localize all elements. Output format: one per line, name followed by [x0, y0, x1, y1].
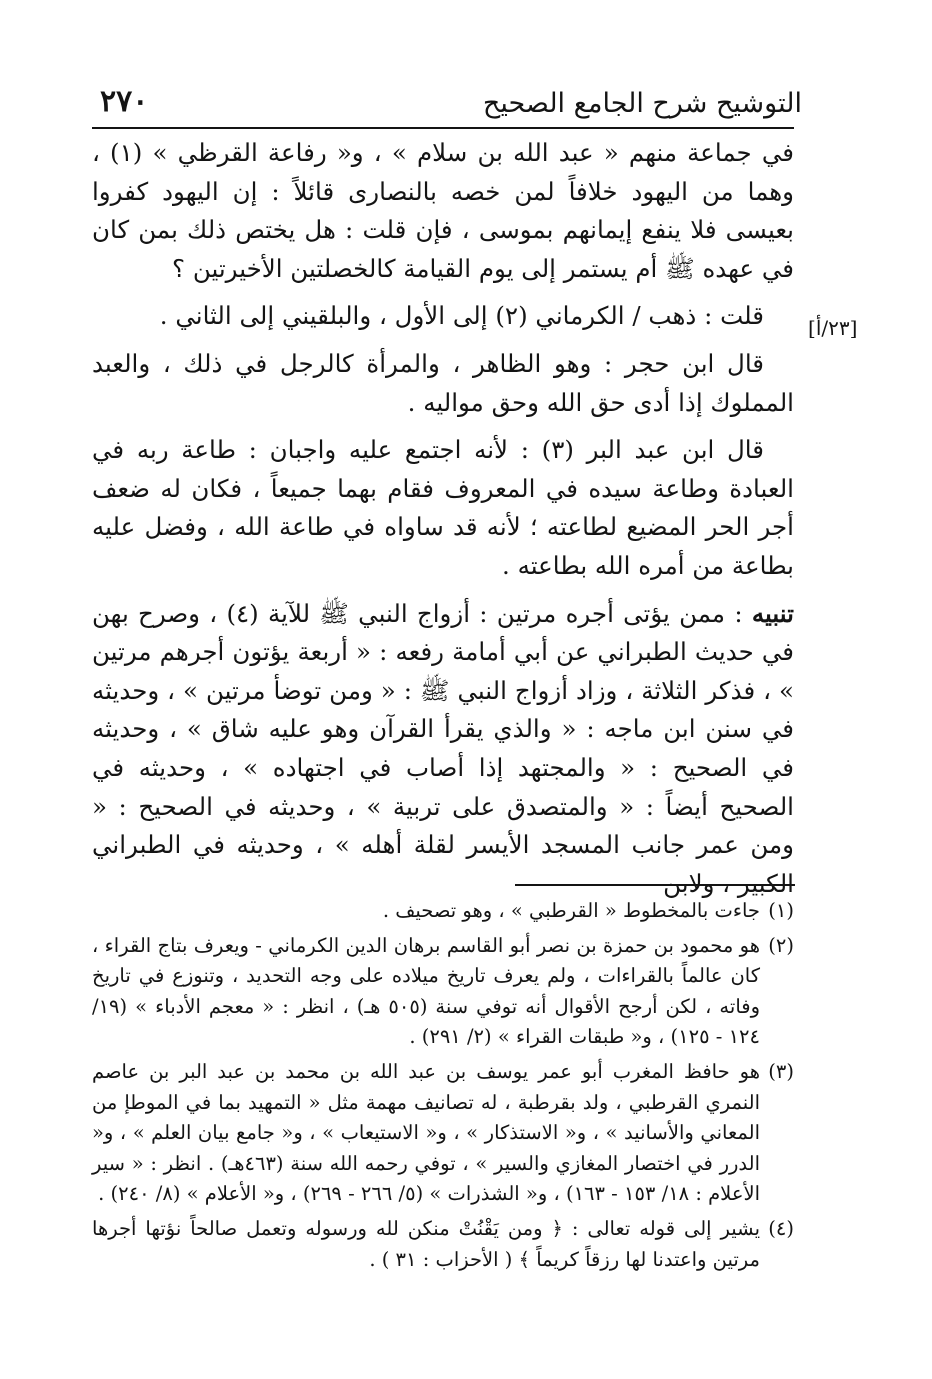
- paragraph-text: : ممن يؤتى أجره مرتين : أزواج النبي ﷺ للآية (٤) ، وصرح بهن في حديث الطبراني عن أبي أمامة رفعه : « أربعة يؤتون أجرهم مرتين » ، فذكر الثلاثة ، وزاد أزواج النبي ﷺ : « ومن توضأ مرتين » ، وحديثه في سنن ابن ماجه : « والذي يقرأ القرآن وهو عليه شاق » ، وحديثه في الصحيح : « والمجتهد إذا أصاب في اجتهاده » ، وحديثه في الصحيح أيضاً : « والمتصدق على تربية » ، وحديثه في الصحيح : « ومن عمر جانب المسجد الأيسر لقلة أهله » ، وحديثه في الطبراني الكبير ، ولابن: [92, 598, 794, 898]
- footnotes: [92, 896, 794, 1279]
- paragraph-text: في جماعة منهم « عبد الله بن سلام » ، و« رفاعة القرظي » (١) ، وهما من اليهود خلافاً لمن خصه بالنصارى قائلاً : إن اليهود كفروا بعيسى فلا ينفع إيمانهم بموسى ، فإن قلت : هل يختص ذلك بمن كان في عهده ﷺ أم يستمر إلى يوم القيامة كالخصلتين الأخيرتين ؟: [92, 138, 794, 283]
- main-text: [92, 134, 794, 912]
- paragraph-text: قال ابن حجر : وهو الظاهر ، والمرأة كالرجل في ذلك ، والعبد المملوك إذا أدى حق الله وحق مواليه .: [92, 348, 794, 417]
- paragraph: [92, 431, 794, 585]
- footnote-text: هو حافظ المغرب أبو عمر يوسف بن عبد الله بن محمد بن عبد البر بن عاصم النمري القرطبي ، ولد بقرطبة ، له تصانيف مهمة مثل « التمهيد بما في الموطإ من المعاني والأسانيد » ، و« الاستذكار » ، و« الاستيعاب » ، و« جامع بيان العلم » ، و« الدرر في اختصار المغازي والسير » ، توفي رحمه الله سنة (٤٦٣هـ) . انظر : « سير الأعلام : ١٨/ ١٥٣ - ١٦٣) ، و« الشذرات » (٥/ ٢٦٦ - ٢٦٩) ، و« الأعلام » (٨/ ٢٤٠) .: [92, 1059, 760, 1206]
- page-number: ٢٧٠: [100, 84, 149, 119]
- margin-note: [٢٣/أ]: [808, 316, 858, 340]
- footnote: [92, 896, 794, 927]
- paragraph-text: قال ابن عبد البر (٣) : لأنه اجتمع عليه واجبان : طاعة ربه في العبادة وطاعة سيده في المعروف فقام بهما جميعاً ، فكان له ضعف أجر الحر المضيع لطاعته ؛ لأنه قد ساواه في طاعة الله ، وفضل عليه بطاعة من أمره الله بطاعته .: [92, 435, 794, 580]
- page-header: [92, 80, 802, 128]
- paragraph: [92, 595, 794, 904]
- paragraph: [92, 297, 794, 336]
- header-rule: [92, 127, 794, 129]
- footnote: [92, 1214, 794, 1275]
- footnote-rule: [515, 884, 795, 886]
- footnote-text: هو محمود بن حمزة بن نصر أبو القاسم برهان الدين الكرماني - ويعرف بتاج القراء ، كان عالماً بالقراءات ، ولم يعرف تاريخ ميلاده على وجه التحديد ، وتنوزع في تاريخ وفاته ، لكن أرجح الأقوال أنه توفي سنة (٥٠٥ هـ) ، انظر : « معجم الأدباء » (١٩/ ١٢٤ - ١٢٥) ، و« طبقات القراء » (٢/ ٢٩١) .: [92, 933, 760, 1049]
- footnote-number: (٤): [768, 1216, 794, 1240]
- footnote-text: يشير إلى قوله تعالى : ﴿ ومن يَقْنُتْ منكن لله ورسوله وتعمل صالحاً نؤتها أجرها مرتين واعتدنا لها رزقاً كريماً ﴾ ( الأحزاب : ٣١ ) .: [92, 1216, 760, 1271]
- footnote-number: (٢): [768, 933, 794, 957]
- footnote: [92, 1057, 794, 1210]
- paragraph: [92, 134, 794, 288]
- paragraph-lead: تنبيه: [751, 598, 794, 628]
- footnote-text: جاءت بالمخطوط « القرطبي » ، وهو تصحيف .: [382, 899, 760, 922]
- paragraph: [92, 345, 794, 422]
- footnote-number: (٣): [768, 1059, 794, 1083]
- footnote: [92, 931, 794, 1053]
- footnote-number: (١): [768, 899, 794, 922]
- running-title: التوشيح شرح الجامع الصحيح: [482, 88, 802, 119]
- paragraph-text: قلت : ذهب / الكرماني (٢) إلى الأول ، والبلقيني إلى الثاني .: [159, 301, 764, 331]
